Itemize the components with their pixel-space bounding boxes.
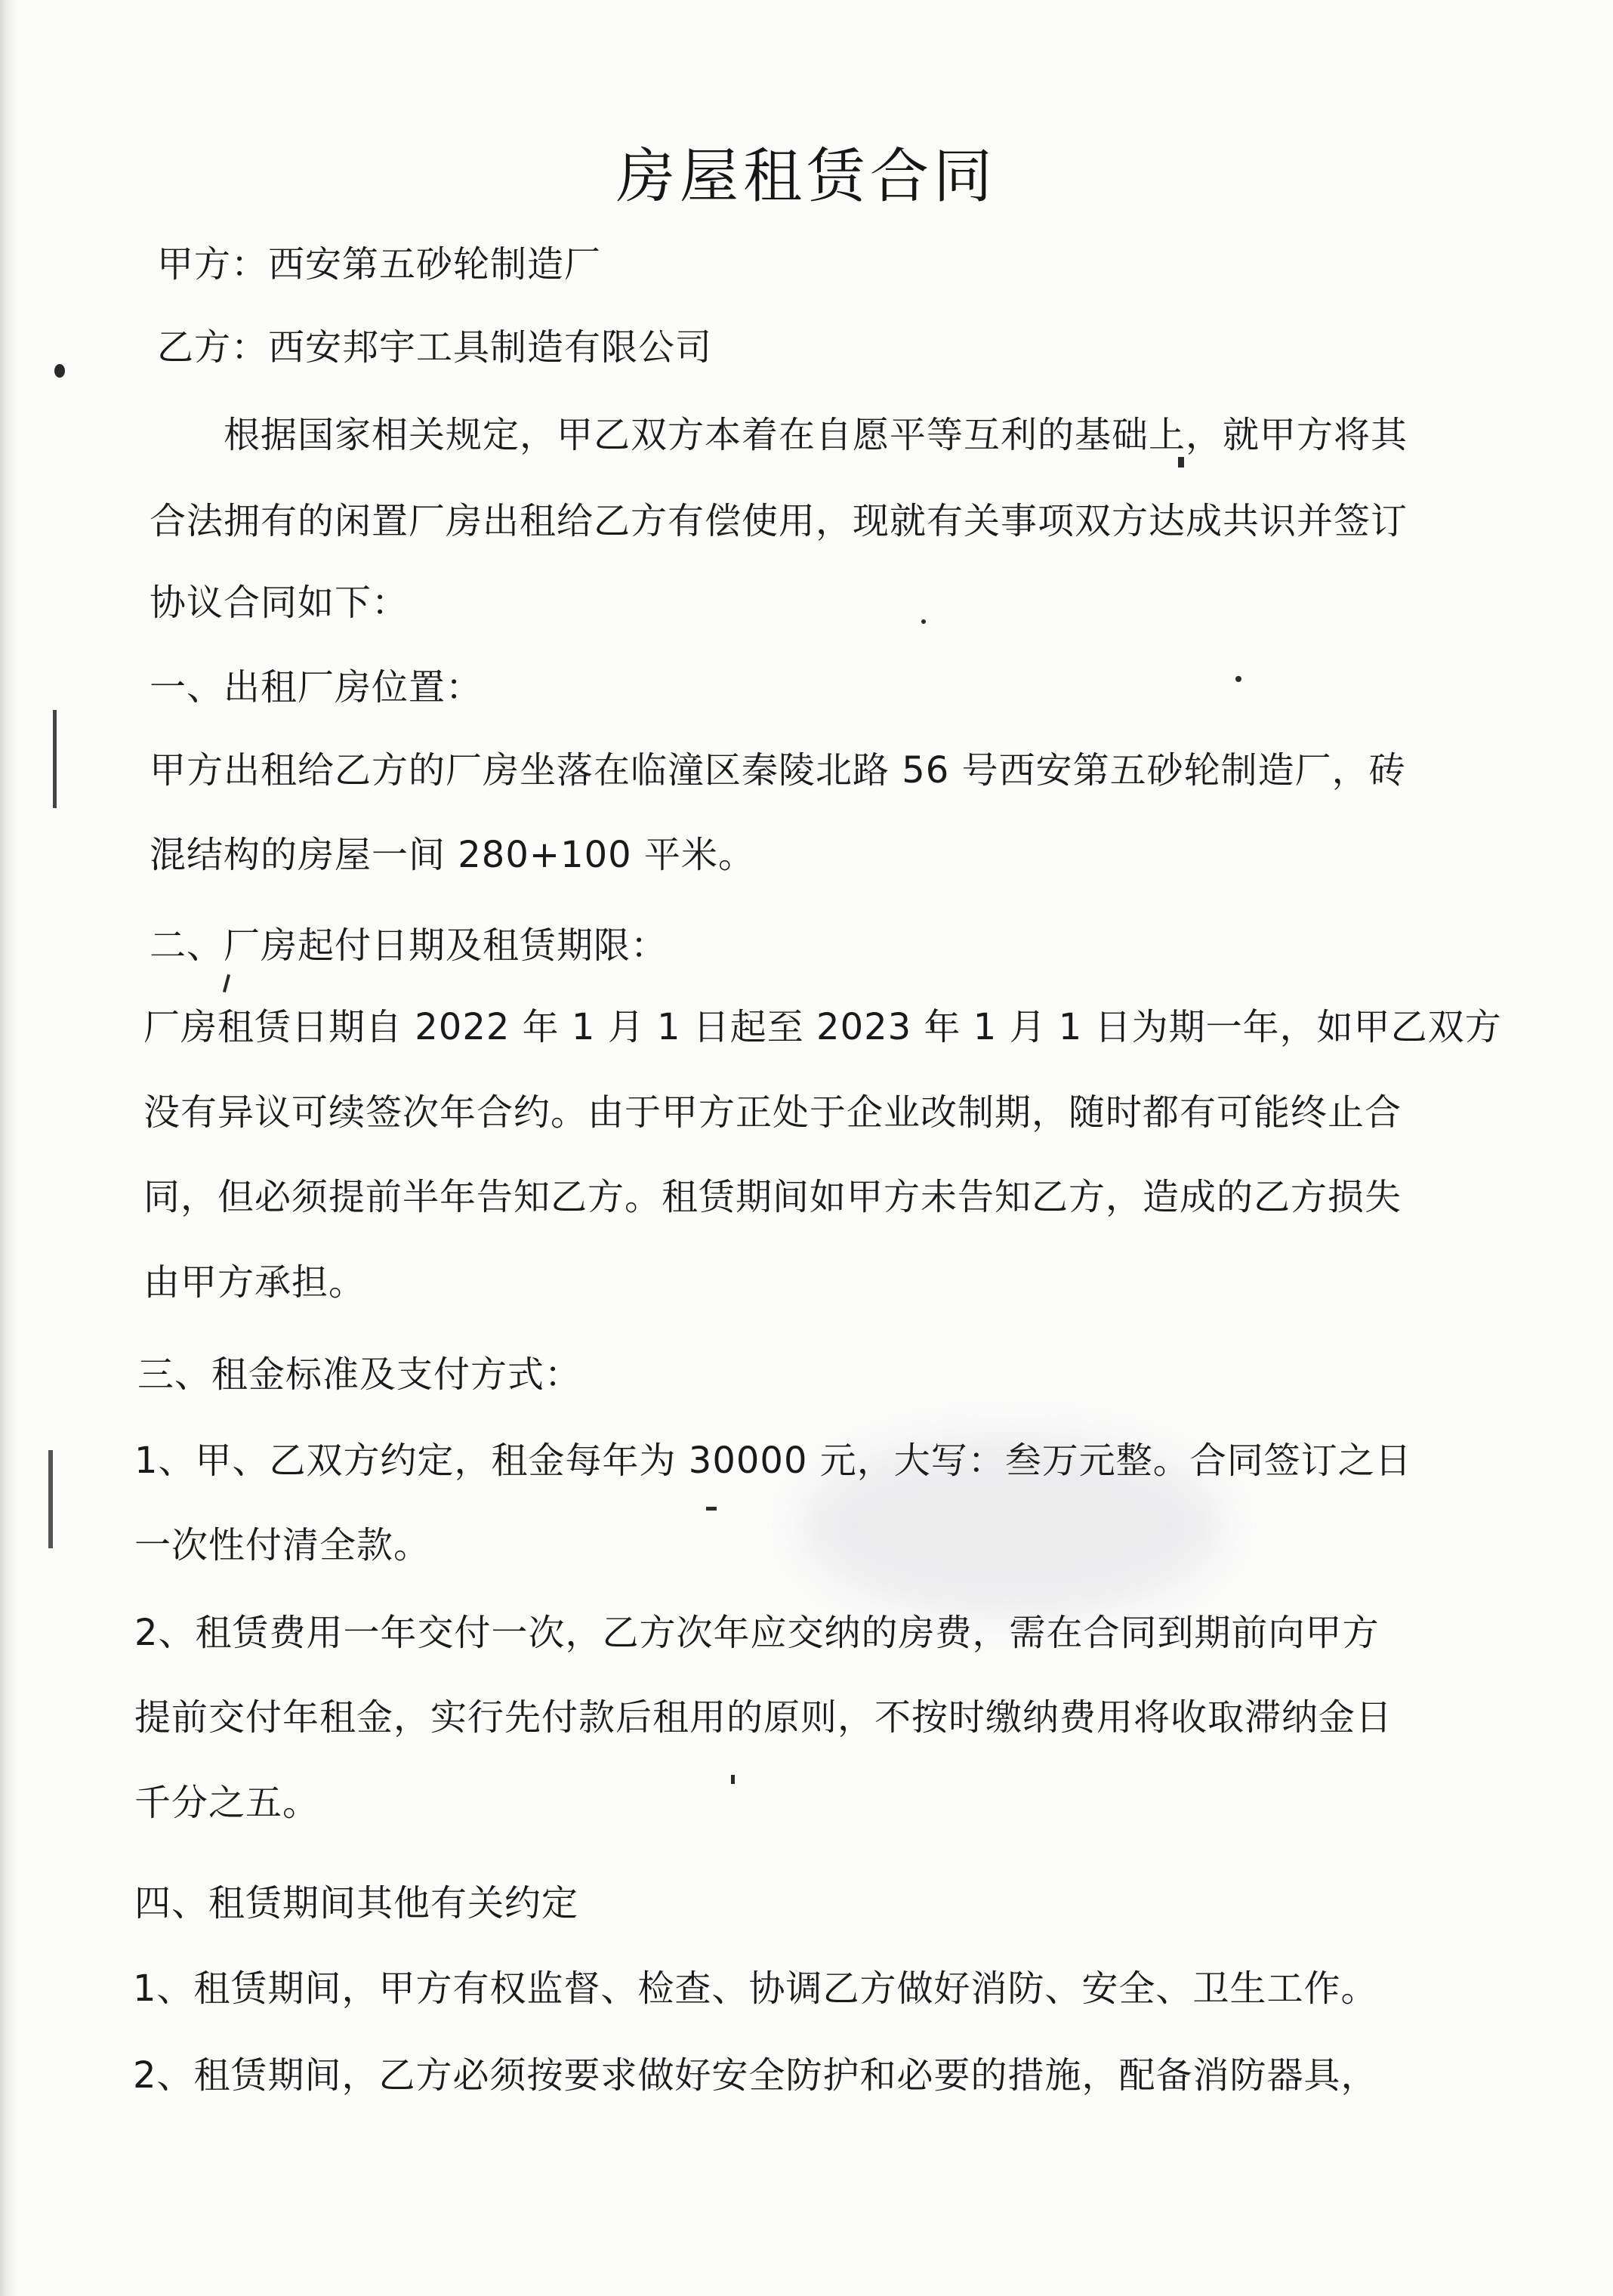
section-heading: 二、厂房起付日期及租赁期限： — [150, 924, 668, 967]
preamble-line: 合法拥有的闲置厂房出租给乙方有偿使用，现就有关事项双方达成共识并签订 — [150, 500, 1408, 542]
section-line: 1、甲、乙双方约定，租金每年为 30000 元，大写：叁万元整。合同签订之日 — [134, 1440, 1412, 1482]
scan-bracket-mark — [53, 710, 57, 808]
section-line: 由甲方承担。 — [143, 1261, 366, 1304]
section-line: 提前交付年租金，实行先付款后租用的原则，不按时缴纳费用将收取滞纳金日 — [134, 1696, 1393, 1739]
section-line: 千分之五。 — [134, 1782, 320, 1824]
party-a: 甲方：西安第五砂轮制造厂 — [157, 243, 602, 285]
scan-bracket-mark — [48, 1450, 53, 1548]
scan-speck — [706, 1507, 717, 1511]
section-line: 没有异议可续签次年合约。由于甲方正处于企业改制期，随时都有可能终止合 — [143, 1091, 1402, 1134]
scan-speck — [223, 974, 230, 992]
scan-speck — [1235, 676, 1241, 682]
scan-speck — [731, 1775, 735, 1784]
section-heading: 三、租金标准及支付方式： — [137, 1353, 582, 1396]
section-line: 2、租赁费用一年交付一次，乙方次年应交纳的房费，需在合同到期前向甲方 — [134, 1612, 1380, 1654]
section-line: 同，但必须提前半年告知乙方。租赁期间如甲方未告知乙方，造成的乙方损失 — [143, 1176, 1402, 1218]
section-line: 2、租赁期间，乙方必须按要求做好安全防护和必要的措施，配备消防器具， — [133, 2054, 1378, 2097]
section-heading: 四、租赁期间其他有关约定 — [134, 1882, 579, 1924]
section-line: 混结构的房屋一间 280+100 平米。 — [150, 834, 755, 876]
section-heading: 一、出租厂房位置： — [150, 666, 483, 708]
scan-edge-shadow — [0, 0, 17, 2296]
section-line: 厂房租赁日期自 2022 年 1 月 1 日起至 2023 年 1 月 1 日为期一年，如甲乙双方 — [143, 1006, 1502, 1048]
scan-speck — [54, 364, 65, 378]
preamble-line: 根据国家相关规定，甲乙双方本着在自愿平等互利的基础上，就甲方将其 — [224, 414, 1408, 456]
document-title: 房屋租赁合同 — [615, 143, 997, 211]
section-line: 一次性付清全款。 — [134, 1524, 431, 1566]
preamble-line: 协议合同如下： — [150, 582, 409, 624]
scan-speck — [921, 619, 926, 624]
scan-speck — [1178, 457, 1184, 468]
section-line: 1、租赁期间，甲方有权监督、检查、协调乙方做好消防、安全、卫生工作。 — [133, 1967, 1378, 2010]
section-line: 甲方出租给乙方的厂房坐落在临潼区秦陵北路 56 号西安第五砂轮制造厂，砖 — [150, 749, 1406, 792]
party-b: 乙方：西安邦宇工具制造有限公司 — [157, 326, 713, 369]
